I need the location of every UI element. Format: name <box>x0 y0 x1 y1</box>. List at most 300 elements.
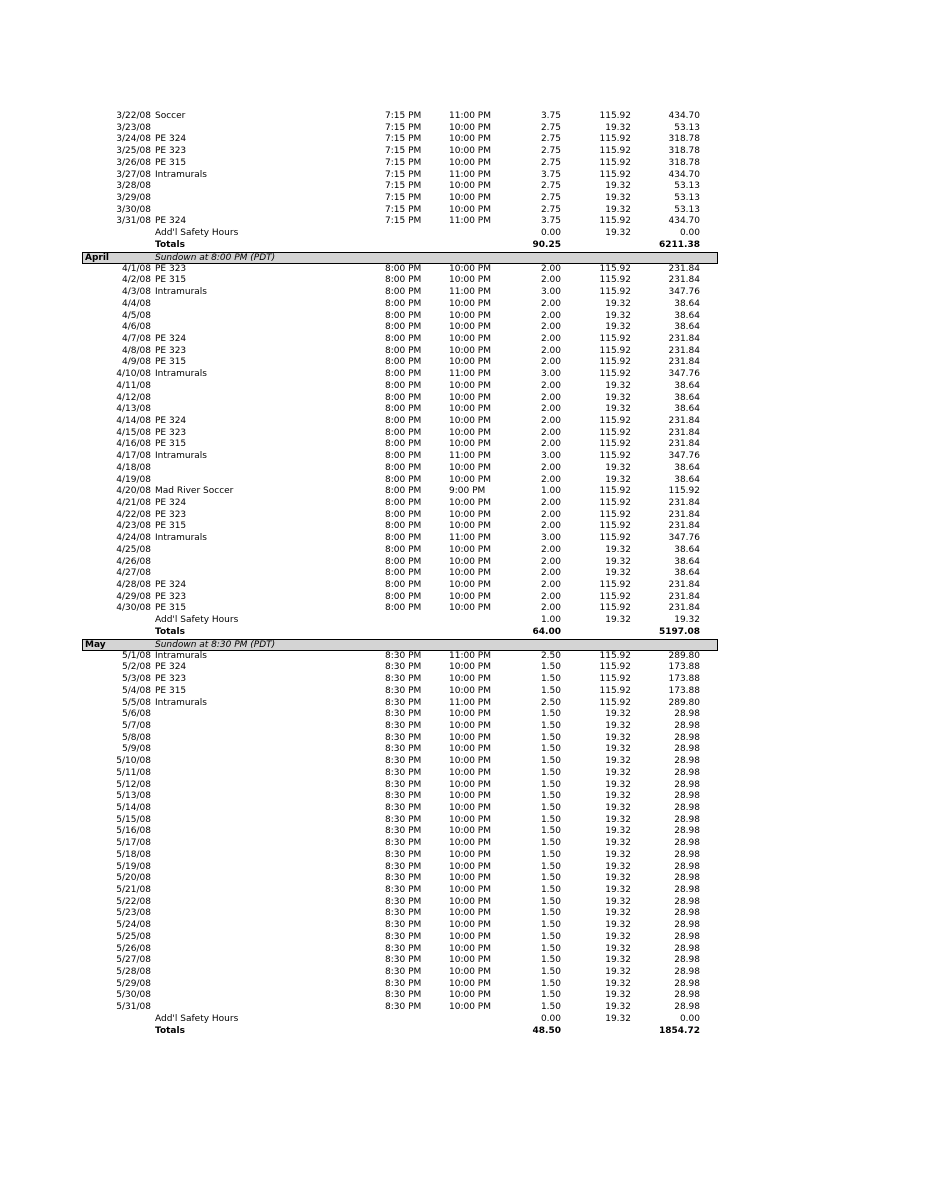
hours-cell: 2.00 <box>540 498 561 508</box>
hours-cell: 2.75 <box>540 204 561 215</box>
rate-cell: 19.32 <box>605 931 631 942</box>
month-label: May <box>85 639 106 650</box>
end-time-cell: 11:00 PM <box>449 650 491 661</box>
start-time-cell: 8:30 PM <box>385 990 422 1001</box>
end-time-cell: 10:00 PM <box>449 603 491 614</box>
rate-cell: 115.92 <box>599 146 631 157</box>
hours-cell: 2.00 <box>540 357 561 368</box>
table-row <box>82 216 718 228</box>
end-time-cell: 11:00 PM <box>449 111 491 121</box>
table-row <box>82 791 718 803</box>
date-cell: 5/14/08 <box>116 802 151 813</box>
amount-cell: 28.98 <box>674 814 700 825</box>
hours-cell: 2.00 <box>540 322 561 333</box>
table-row <box>82 322 718 334</box>
start-time-cell: 8:30 PM <box>385 920 422 931</box>
rate-cell: 19.32 <box>605 791 631 802</box>
date-cell: 5/26/08 <box>116 943 151 954</box>
start-time-cell: 8:00 PM <box>385 591 422 602</box>
amount-cell: 173.88 <box>668 662 700 673</box>
table-row <box>82 111 718 123</box>
amount-cell: 28.98 <box>674 779 700 790</box>
rate-cell: 19.32 <box>605 1013 631 1024</box>
sundown-note: Sundown at 8:30 PM (PDT) <box>155 639 276 650</box>
end-time-cell: 10:00 PM <box>449 439 491 450</box>
schedule-sheet <box>82 111 718 1037</box>
date-cell: 5/12/08 <box>116 779 151 790</box>
end-time-cell: 10:00 PM <box>449 333 491 344</box>
rate-cell: 115.92 <box>599 674 631 685</box>
table-row <box>82 744 718 756</box>
hours-cell: 2.00 <box>540 580 561 591</box>
start-time-cell: 8:30 PM <box>385 967 422 978</box>
date-cell: 5/30/08 <box>116 990 151 1001</box>
end-time-cell: 10:00 PM <box>449 263 491 274</box>
date-cell: 4/12/08 <box>116 392 151 403</box>
rate-cell: 115.92 <box>599 603 631 614</box>
month-label: April <box>85 252 110 263</box>
amount-cell: 28.98 <box>674 1002 700 1013</box>
table-row <box>82 756 718 768</box>
amount-cell: 347.76 <box>668 369 700 380</box>
amount-cell: 28.98 <box>674 920 700 931</box>
hours-cell: 1.00 <box>540 615 561 626</box>
amount-cell: 38.64 <box>674 404 700 415</box>
table-row <box>82 897 718 909</box>
rate-cell: 115.92 <box>599 427 631 438</box>
date-cell: 4/16/08 <box>116 439 151 450</box>
date-cell: 3/27/08 <box>116 169 151 180</box>
hours-cell: 1.50 <box>540 920 561 931</box>
rate-cell: 115.92 <box>599 263 631 274</box>
date-cell: 5/10/08 <box>116 756 151 767</box>
event-cell: PE 323 <box>155 263 187 274</box>
month-header <box>82 639 718 651</box>
hours-cell: 1.50 <box>540 720 561 731</box>
date-cell: 3/22/08 <box>116 111 151 121</box>
event-cell: Add'l Safety Hours <box>155 1013 239 1024</box>
start-time-cell: 8:00 PM <box>385 404 422 415</box>
start-time-cell: 8:00 PM <box>385 345 422 356</box>
date-cell: 5/4/08 <box>122 685 151 696</box>
end-time-cell: 10:00 PM <box>449 791 491 802</box>
hours-cell: 2.00 <box>540 603 561 614</box>
end-time-cell: 10:00 PM <box>449 591 491 602</box>
amount-cell: 231.84 <box>668 591 700 602</box>
total-hours: 90.25 <box>532 239 561 250</box>
hours-cell: 1.50 <box>540 709 561 720</box>
hours-cell: 2.50 <box>540 650 561 661</box>
hours-cell: 2.00 <box>540 591 561 602</box>
event-cell: PE 315 <box>155 157 187 168</box>
date-cell: 5/9/08 <box>122 744 151 755</box>
table-row <box>82 134 718 146</box>
rate-cell: 115.92 <box>599 369 631 380</box>
table-row <box>82 1002 718 1014</box>
end-time-cell: 10:00 PM <box>449 967 491 978</box>
end-time-cell: 10:00 PM <box>449 498 491 508</box>
amount-cell: 231.84 <box>668 427 700 438</box>
rate-cell: 115.92 <box>599 498 631 508</box>
start-time-cell: 8:00 PM <box>385 427 422 438</box>
hours-cell: 2.75 <box>540 122 561 133</box>
date-cell: 5/31/08 <box>116 1002 151 1013</box>
amount-cell: 231.84 <box>668 498 700 508</box>
table-row <box>82 862 718 874</box>
event-cell: Intramurals <box>155 451 207 462</box>
start-time-cell: 8:30 PM <box>385 885 422 895</box>
event-cell: PE 324 <box>155 333 187 344</box>
date-cell: 4/6/08 <box>122 322 151 333</box>
date-cell: 4/21/08 <box>116 498 151 508</box>
amount-cell: 0.00 <box>679 1013 700 1024</box>
amount-cell: 173.88 <box>668 685 700 696</box>
amount-cell: 38.64 <box>674 568 700 579</box>
hours-cell: 1.50 <box>540 873 561 884</box>
amount-cell: 318.78 <box>668 157 700 168</box>
totals-label: Totals <box>155 626 185 637</box>
event-cell: Intramurals <box>155 369 207 380</box>
rate-cell: 115.92 <box>599 662 631 673</box>
event-cell: Mad River Soccer <box>155 486 234 497</box>
hours-cell: 2.00 <box>540 310 561 321</box>
table-row <box>82 439 718 451</box>
hours-cell: 1.50 <box>540 1002 561 1013</box>
table-row <box>82 885 718 897</box>
event-cell: PE 315 <box>155 603 187 614</box>
start-time-cell: 8:00 PM <box>385 486 422 497</box>
end-time-cell: 10:00 PM <box>449 275 491 286</box>
date-cell: 4/2/08 <box>122 275 151 286</box>
end-time-cell: 10:00 PM <box>449 814 491 825</box>
end-time-cell: 10:00 PM <box>449 134 491 145</box>
amount-cell: 19.32 <box>674 615 700 626</box>
date-cell: 4/18/08 <box>116 462 151 473</box>
amount-cell: 28.98 <box>674 908 700 919</box>
amount-cell: 38.64 <box>674 322 700 333</box>
rate-cell: 19.32 <box>605 404 631 415</box>
end-time-cell: 11:00 PM <box>449 369 491 380</box>
hours-cell: 3.75 <box>540 111 561 121</box>
hours-cell: 3.00 <box>540 533 561 544</box>
end-time-cell: 10:00 PM <box>449 193 491 204</box>
rate-cell: 115.92 <box>599 415 631 426</box>
amount-cell: 28.98 <box>674 943 700 954</box>
hours-cell: 2.75 <box>540 193 561 204</box>
hours-cell: 3.00 <box>540 287 561 298</box>
table-row <box>82 838 718 850</box>
rate-cell: 115.92 <box>599 685 631 696</box>
hours-cell: 1.50 <box>540 990 561 1001</box>
date-cell: 5/2/08 <box>122 662 151 673</box>
event-cell: PE 324 <box>155 498 187 508</box>
event-cell: PE 323 <box>155 509 187 520</box>
start-time-cell: 8:30 PM <box>385 650 422 661</box>
rate-cell: 19.32 <box>605 732 631 743</box>
date-cell: 4/25/08 <box>116 544 151 555</box>
table-row <box>82 674 718 686</box>
date-cell: 5/8/08 <box>122 732 151 743</box>
date-cell: 5/5/08 <box>122 697 151 708</box>
end-time-cell: 10:00 PM <box>449 838 491 849</box>
hours-cell: 1.50 <box>540 674 561 685</box>
hours-cell: 2.00 <box>540 568 561 579</box>
date-cell: 5/15/08 <box>116 814 151 825</box>
start-time-cell: 8:30 PM <box>385 744 422 755</box>
amount-cell: 28.98 <box>674 967 700 978</box>
date-cell: 4/5/08 <box>122 310 151 321</box>
hours-cell: 1.50 <box>540 732 561 743</box>
end-time-cell: 10:00 PM <box>449 345 491 356</box>
table-row <box>82 357 718 369</box>
start-time-cell: 8:30 PM <box>385 756 422 767</box>
table-row <box>82 651 718 663</box>
end-time-cell: 10:00 PM <box>449 955 491 966</box>
table-row <box>82 369 718 381</box>
date-cell: 5/25/08 <box>116 931 151 942</box>
hours-cell: 2.00 <box>540 439 561 450</box>
rate-cell: 19.32 <box>605 544 631 555</box>
table-row <box>82 615 718 627</box>
amount-cell: 28.98 <box>674 978 700 989</box>
end-time-cell: 10:00 PM <box>449 509 491 520</box>
amount-cell: 53.13 <box>674 122 700 133</box>
totals-row <box>82 627 718 639</box>
amount-cell: 173.88 <box>668 674 700 685</box>
amount-cell: 434.70 <box>668 111 700 121</box>
rate-cell: 19.32 <box>605 943 631 954</box>
rate-cell: 19.32 <box>605 826 631 837</box>
start-time-cell: 8:30 PM <box>385 779 422 790</box>
amount-cell: 231.84 <box>668 357 700 368</box>
hours-cell: 2.75 <box>540 157 561 168</box>
amount-cell: 28.98 <box>674 873 700 884</box>
hours-cell: 1.50 <box>540 861 561 872</box>
table-row <box>82 920 718 932</box>
hours-cell: 1.50 <box>540 955 561 966</box>
table-row <box>82 908 718 920</box>
start-time-cell: 8:00 PM <box>385 556 422 567</box>
end-time-cell: 10:00 PM <box>449 826 491 837</box>
start-time-cell: 8:30 PM <box>385 978 422 989</box>
rate-cell: 115.92 <box>599 345 631 356</box>
amount-cell: 231.84 <box>668 415 700 426</box>
start-time-cell: 7:15 PM <box>385 146 422 157</box>
start-time-cell: 8:30 PM <box>385 697 422 708</box>
rate-cell: 19.32 <box>605 849 631 860</box>
table-row <box>82 334 718 346</box>
date-cell: 4/1/08 <box>122 263 151 274</box>
date-cell: 4/30/08 <box>116 603 151 614</box>
event-cell: PE 324 <box>155 662 187 673</box>
end-time-cell: 10:00 PM <box>449 357 491 368</box>
hours-cell: 3.75 <box>540 169 561 180</box>
date-cell: 3/30/08 <box>116 204 151 215</box>
date-cell: 4/10/08 <box>116 369 151 380</box>
date-cell: 5/3/08 <box>122 674 151 685</box>
start-time-cell: 8:30 PM <box>385 791 422 802</box>
rate-cell: 19.32 <box>605 802 631 813</box>
amount-cell: 28.98 <box>674 744 700 755</box>
start-time-cell: 8:30 PM <box>385 1002 422 1013</box>
event-cell: Intramurals <box>155 650 207 661</box>
amount-cell: 115.92 <box>668 486 700 497</box>
amount-cell: 231.84 <box>668 580 700 591</box>
table-row <box>82 873 718 885</box>
table-row <box>82 944 718 956</box>
table-row <box>82 404 718 416</box>
end-time-cell: 11:00 PM <box>449 216 491 227</box>
rate-cell: 115.92 <box>599 216 631 227</box>
table-row <box>82 545 718 557</box>
start-time-cell: 8:30 PM <box>385 931 422 942</box>
table-row <box>82 275 718 287</box>
table-row <box>82 533 718 545</box>
amount-cell: 28.98 <box>674 990 700 1001</box>
end-time-cell: 10:00 PM <box>449 556 491 567</box>
hours-cell: 2.00 <box>540 509 561 520</box>
date-cell: 5/24/08 <box>116 920 151 931</box>
rate-cell: 19.32 <box>605 720 631 731</box>
amount-cell: 28.98 <box>674 802 700 813</box>
rate-cell: 19.32 <box>605 756 631 767</box>
amount-cell: 53.13 <box>674 193 700 204</box>
hours-cell: 1.50 <box>540 791 561 802</box>
event-cell: PE 323 <box>155 345 187 356</box>
end-time-cell: 10:00 PM <box>449 674 491 685</box>
end-time-cell: 11:00 PM <box>449 287 491 298</box>
amount-cell: 231.84 <box>668 263 700 274</box>
hours-cell: 2.00 <box>540 556 561 567</box>
table-row <box>82 181 718 193</box>
table-row <box>82 557 718 569</box>
end-time-cell: 9:00 PM <box>449 486 486 497</box>
total-amount: 6211.38 <box>659 239 700 250</box>
start-time-cell: 8:00 PM <box>385 568 422 579</box>
table-row <box>82 568 718 580</box>
table-row <box>82 193 718 205</box>
end-time-cell: 10:00 PM <box>449 157 491 168</box>
amount-cell: 318.78 <box>668 146 700 157</box>
start-time-cell: 7:15 PM <box>385 193 422 204</box>
table-row <box>82 850 718 862</box>
rate-cell: 115.92 <box>599 111 631 121</box>
rate-cell: 19.32 <box>605 967 631 978</box>
event-cell: PE 323 <box>155 427 187 438</box>
event-cell: PE 315 <box>155 685 187 696</box>
start-time-cell: 8:00 PM <box>385 287 422 298</box>
rate-cell: 19.32 <box>605 322 631 333</box>
start-time-cell: 8:30 PM <box>385 720 422 731</box>
date-cell: 5/7/08 <box>122 720 151 731</box>
totals-row <box>82 1026 718 1038</box>
rate-cell: 115.92 <box>599 650 631 661</box>
amount-cell: 28.98 <box>674 861 700 872</box>
table-row <box>82 592 718 604</box>
hours-cell: 0.00 <box>540 1013 561 1024</box>
rate-cell: 19.32 <box>605 709 631 720</box>
date-cell: 5/13/08 <box>116 791 151 802</box>
amount-cell: 38.64 <box>674 544 700 555</box>
start-time-cell: 8:30 PM <box>385 826 422 837</box>
end-time-cell: 10:00 PM <box>449 122 491 133</box>
table-row <box>82 463 718 475</box>
rate-cell: 19.32 <box>605 955 631 966</box>
end-time-cell: 10:00 PM <box>449 380 491 391</box>
end-time-cell: 10:00 PM <box>449 709 491 720</box>
rate-cell: 19.32 <box>605 462 631 473</box>
end-time-cell: 10:00 PM <box>449 920 491 931</box>
end-time-cell: 10:00 PM <box>449 767 491 778</box>
amount-cell: 231.84 <box>668 521 700 532</box>
date-cell: 4/22/08 <box>116 509 151 520</box>
amount-cell: 53.13 <box>674 181 700 192</box>
rate-cell: 115.92 <box>599 157 631 168</box>
amount-cell: 28.98 <box>674 756 700 767</box>
table-row <box>82 686 718 698</box>
rate-cell: 19.32 <box>605 908 631 919</box>
amount-cell: 347.76 <box>668 451 700 462</box>
hours-cell: 2.00 <box>540 427 561 438</box>
start-time-cell: 8:00 PM <box>385 439 422 450</box>
date-cell: 5/22/08 <box>116 896 151 907</box>
event-cell: PE 315 <box>155 357 187 368</box>
rate-cell: 19.32 <box>605 228 631 239</box>
date-cell: 4/4/08 <box>122 298 151 309</box>
end-time-cell: 11:00 PM <box>449 533 491 544</box>
rate-cell: 19.32 <box>605 204 631 215</box>
table-row <box>82 486 718 498</box>
start-time-cell: 7:15 PM <box>385 169 422 180</box>
event-cell: PE 323 <box>155 146 187 157</box>
date-cell: 4/27/08 <box>116 568 151 579</box>
rate-cell: 115.92 <box>599 287 631 298</box>
start-time-cell: 8:00 PM <box>385 521 422 532</box>
end-time-cell: 10:00 PM <box>449 779 491 790</box>
rate-cell: 115.92 <box>599 439 631 450</box>
date-cell: 4/8/08 <box>122 345 151 356</box>
end-time-cell: 10:00 PM <box>449 392 491 403</box>
hours-cell: 1.00 <box>540 486 561 497</box>
table-row <box>82 662 718 674</box>
event-cell: Intramurals <box>155 169 207 180</box>
table-row <box>82 709 718 721</box>
hours-cell: 1.50 <box>540 826 561 837</box>
amount-cell: 38.64 <box>674 298 700 309</box>
end-time-cell: 10:00 PM <box>449 404 491 415</box>
amount-cell: 28.98 <box>674 955 700 966</box>
table-row <box>82 698 718 710</box>
table-row <box>82 123 718 135</box>
rate-cell: 115.92 <box>599 533 631 544</box>
start-time-cell: 8:00 PM <box>385 369 422 380</box>
date-cell: 5/6/08 <box>122 709 151 720</box>
date-cell: 4/3/08 <box>122 287 151 298</box>
hours-cell: 2.75 <box>540 146 561 157</box>
rate-cell: 19.32 <box>605 873 631 884</box>
amount-cell: 38.64 <box>674 462 700 473</box>
start-time-cell: 8:30 PM <box>385 802 422 813</box>
start-time-cell: 8:30 PM <box>385 849 422 860</box>
end-time-cell: 11:00 PM <box>449 697 491 708</box>
amount-cell: 231.84 <box>668 509 700 520</box>
start-time-cell: 8:00 PM <box>385 533 422 544</box>
hours-cell: 2.00 <box>540 345 561 356</box>
hours-cell: 2.00 <box>540 263 561 274</box>
hours-cell: 2.00 <box>540 521 561 532</box>
amount-cell: 289.80 <box>668 697 700 708</box>
end-time-cell: 10:00 PM <box>449 204 491 215</box>
